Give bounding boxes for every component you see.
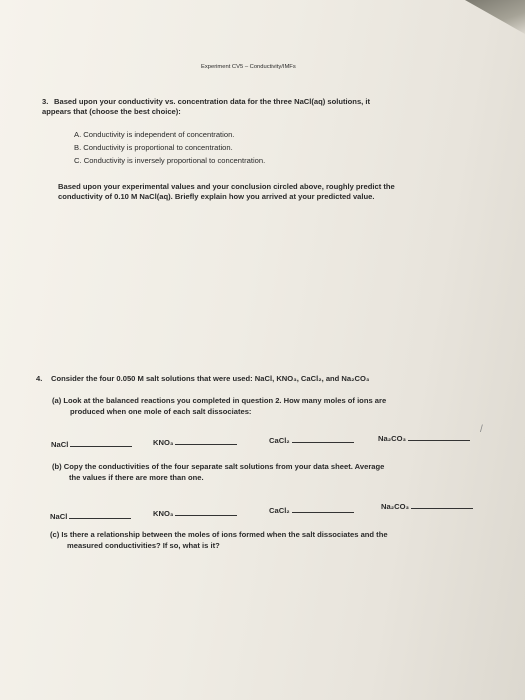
q4a-na2co3-answer[interactable]: Na₂CO₃ bbox=[378, 433, 470, 443]
pencil-mark: / bbox=[480, 424, 483, 435]
q4-prompt: Consider the four 0.050 M salt solutions that were used: NaCl, KNO₃, CaCl₂, and Na₂CO₃ bbox=[51, 374, 370, 383]
q4b-kno3-answer[interactable]: KNO₃ bbox=[153, 508, 237, 518]
q3-prompt-line1: Based upon your conductivity vs. concentration data for the three NaCl(aq) solutions, it bbox=[54, 97, 371, 106]
q4c-line1: (c) Is there a relationship between the moles of ions formed when the salt dissociates and the bbox=[50, 530, 388, 539]
desk-corner bbox=[465, 0, 525, 34]
q4a-cacl2-answer[interactable]: CaCl₂ bbox=[269, 435, 354, 445]
q3-followup-line2: conductivity of 0.10 M NaCl(aq). Briefly explain how you arrived at your predicted value. bbox=[58, 192, 375, 201]
q4b-line1: (b) Copy the conductivities of the four separate salt solutions from your data sheet. Average bbox=[52, 462, 385, 471]
q3-prompt-line2: appears that (choose the best choice): bbox=[42, 107, 181, 116]
q3-option-b[interactable]: B. Conductivity is proportional to concentration. bbox=[74, 143, 233, 152]
q4a-line2: produced when one mole of each salt dissociates: bbox=[70, 407, 252, 416]
q4a-nacl-answer[interactable]: NaCl bbox=[51, 439, 132, 449]
q3-number: 3. bbox=[42, 97, 49, 106]
q4c-line2: measured conductivities? If so, what is it? bbox=[67, 541, 220, 550]
q4b-nacl-answer[interactable]: NaCl bbox=[50, 511, 131, 521]
q4b-line2: the values if there are more than one. bbox=[69, 473, 204, 482]
q3-followup-line1: Based upon your experimental values and your conclusion circled above, roughly predict the bbox=[58, 182, 395, 191]
q4a-kno3-answer[interactable]: KNO₃ bbox=[153, 437, 237, 447]
q3-option-a[interactable]: A. Conductivity is independent of concentration. bbox=[74, 130, 235, 139]
q4b-cacl2-answer[interactable]: CaCl₂ bbox=[269, 505, 354, 515]
q4b-na2co3-answer[interactable]: Na₂CO₃ bbox=[381, 501, 473, 511]
q4-number: 4. bbox=[36, 374, 43, 383]
q3-option-c[interactable]: C. Conductivity is inversely proportional to concentration. bbox=[74, 156, 266, 165]
page-header: Experiment CV5 – Conductivity/IMFs bbox=[201, 64, 296, 70]
q4a-line1: (a) Look at the balanced reactions you completed in question 2. How many moles of ions are bbox=[52, 396, 387, 405]
